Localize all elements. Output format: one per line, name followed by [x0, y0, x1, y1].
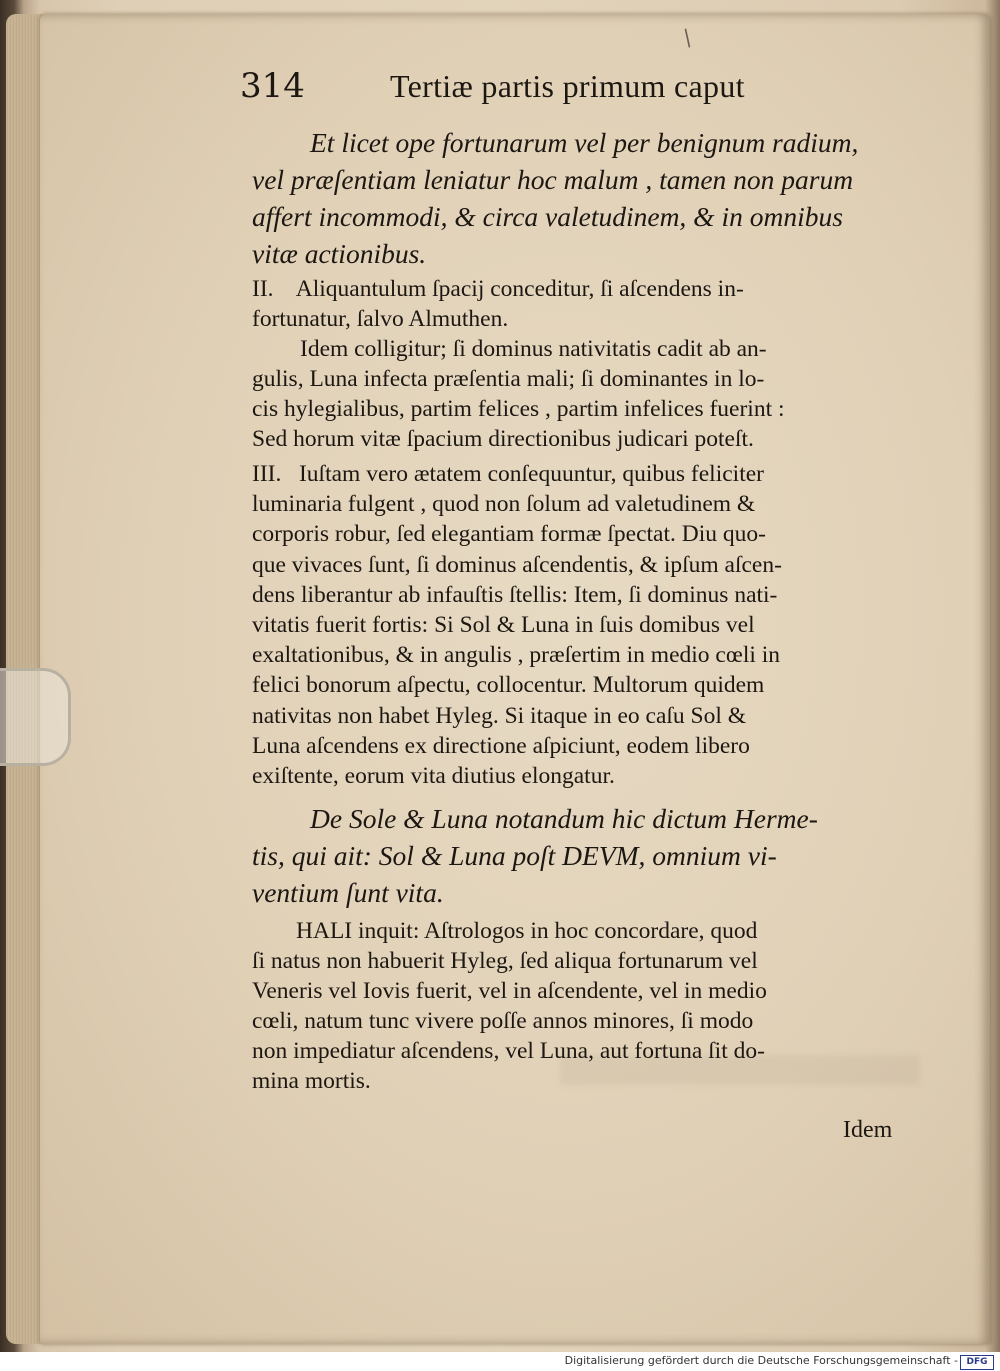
text-line: dens liberantur ab infauſtis ſtellis: Item, ſi dominus nati-	[252, 581, 778, 608]
text-line: non impediatur aſcendens, vel Luna, aut fortuna ſit do-	[252, 1038, 765, 1064]
paragraph-idem	[252, 334, 785, 454]
paragraph-ii	[252, 274, 744, 334]
text-line: vitæ actionibus.	[252, 238, 427, 269]
pencil-mark: /	[678, 25, 698, 52]
text-line: vel præſentiam leniatur hoc malum , tamen non parum	[252, 164, 854, 195]
italic-paragraph-1	[252, 124, 858, 272]
text-line: affert incommodi, & circa valetudinem, & in omnibus	[252, 201, 843, 232]
text-line: nativitas non habet Hyleg. Si itaque in eo caſu Sol &	[252, 702, 747, 729]
italic-paragraph-2	[252, 800, 818, 911]
page-number: 314	[240, 66, 305, 106]
digitization-footer	[0, 1352, 1000, 1371]
ribbon-bookmark	[0, 668, 71, 766]
catchword: Idem	[843, 1117, 893, 1143]
running-title: Tertiæ partis primum caput	[390, 68, 745, 104]
text-line: cis hylegialibus, partim felices , partim infelices fuerint :	[252, 396, 785, 422]
text-line: mina mortis.	[252, 1068, 371, 1094]
text-line: cœli, natum tunc vivere poſſe annos minores, ſi modo	[252, 1008, 754, 1034]
dfg-logo: DFG	[960, 1355, 994, 1370]
text-line: HALI inquit: Aſtrologos in hoc concordare, quod	[296, 918, 758, 944]
text-line: Sed horum vitæ ſpacium directionibus judicari poteſt.	[252, 426, 754, 452]
text-line: Et licet ope fortunarum vel per benignum radium,	[310, 127, 859, 158]
paragraph-hali	[252, 916, 767, 1096]
text-line: fortunatur, ſalvo Almuthen.	[252, 306, 509, 332]
text-line: Idem colligitur; ſi dominus nativitatis cadit ab an-	[300, 336, 767, 362]
text-line: II. Aliquantulum ſpacij conceditur, ſi aſcendens in-	[252, 276, 744, 302]
text-line: exiſtente, eorum vita diutius elongatur.	[252, 763, 615, 790]
text-line: luminaria fulgent , quod non ſolum ad valetudinem &	[252, 491, 756, 518]
text-line: Luna aſcendens ex directione aſpiciunt, eodem libero	[252, 732, 750, 759]
text-line: vitatis fuerit fortis: Si Sol & Luna in ſuis domibus vel	[252, 612, 755, 639]
text-line: ſi natus non habuerit Hyleg, ſed aliqua fortunarum vel	[252, 948, 758, 974]
text-line: ventium ſunt vita.	[252, 877, 444, 908]
page-header	[240, 66, 800, 116]
funding-note: Digitalisierung gefördert durch die Deutsche Forschungsgemeinschaft -	[564, 1354, 958, 1367]
paragraph-iii	[252, 459, 782, 791]
text-line: tis, qui ait: Sol & Luna poſt DEVM, omnium vi-	[252, 840, 777, 871]
text-line: De Sole & Luna notandum hic dictum Herme-	[310, 803, 818, 834]
text-line: III. Iuſtam vero ætatem conſequuntur, quibus feliciter	[252, 461, 764, 487]
text-line: exaltationibus, & in angulis , præſertim in medio cœli in	[252, 642, 781, 669]
text-line: gulis, Luna infecta præſentia mali; ſi dominantes in lo-	[252, 366, 765, 392]
text-line: que vivaces ſunt, ſi dominus aſcendentis, & ipſum aſcen-	[252, 551, 782, 578]
text-line: Veneris vel Iovis fuerit, vel in aſcendente, vel in medio	[252, 978, 767, 1004]
text-line: felici bonorum aſpectu, collocentur. Multorum quidem	[252, 672, 765, 699]
text-line: corporis robur, ſed elegantiam formæ ſpectat. Diu quo-	[252, 521, 766, 548]
